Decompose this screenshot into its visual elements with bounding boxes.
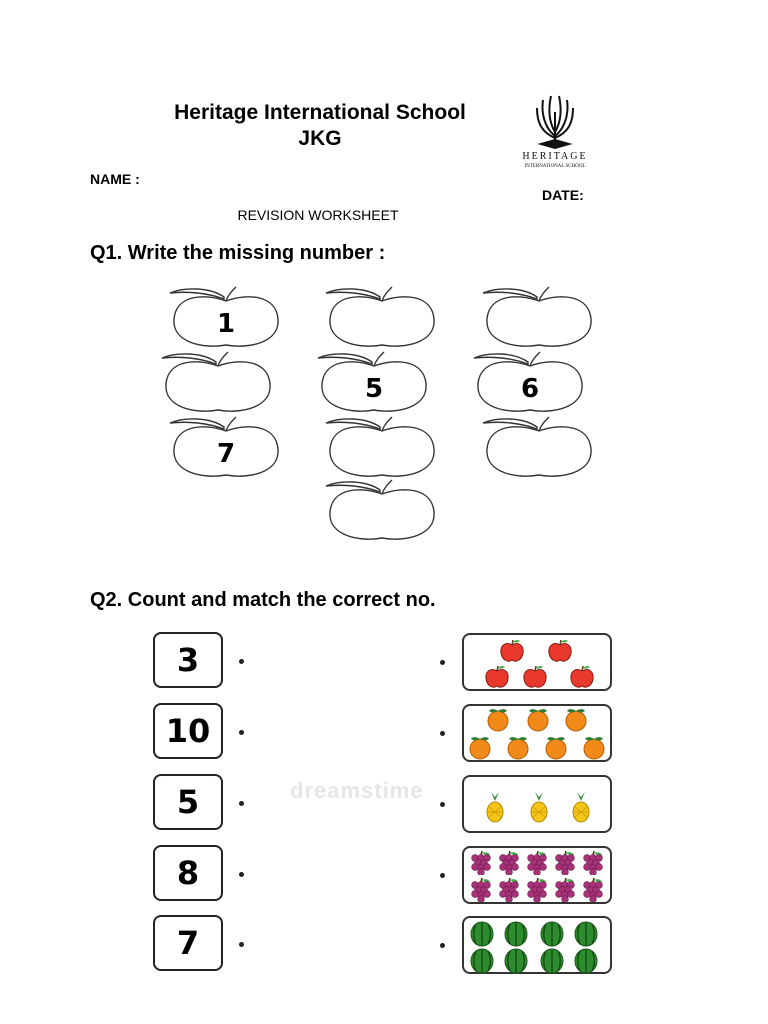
orange-icon — [582, 736, 606, 765]
orange-icon — [506, 736, 530, 765]
apple-number: 7 — [216, 439, 236, 469]
orange-icon — [544, 736, 568, 765]
apple-icon — [547, 639, 573, 668]
apple-outline — [164, 415, 288, 485]
orange-icon — [468, 736, 492, 765]
name-label: NAME : — [90, 171, 140, 187]
tree-logo-icon — [515, 92, 595, 172]
grapes-icon — [526, 878, 548, 907]
pineapple-icon — [484, 791, 506, 828]
apple-number: 6 — [520, 374, 540, 404]
grapes-icon — [470, 878, 492, 907]
grapes-icon — [554, 878, 576, 907]
match-dot-right[interactable] — [440, 731, 445, 736]
apple-outline — [164, 285, 288, 355]
orange-icon — [564, 708, 588, 737]
watermark: dreamstime — [290, 778, 424, 803]
date-label: DATE: — [542, 187, 584, 203]
school-header — [140, 100, 500, 152]
number-box: 7 — [153, 915, 223, 971]
svg-text:HERITAGE: HERITAGE — [522, 151, 588, 162]
grapes-icon — [554, 851, 576, 880]
orange-icon — [526, 708, 550, 737]
watermelon-icon — [574, 948, 598, 979]
match-dot-right[interactable] — [440, 802, 445, 807]
apple-outline — [320, 285, 444, 355]
apple-icon — [484, 665, 510, 694]
match-dot-left[interactable] — [239, 872, 244, 877]
number-box: 8 — [153, 845, 223, 901]
grapes-icon — [498, 878, 520, 907]
orange-icon — [486, 708, 510, 737]
class-name: JKG — [298, 127, 342, 150]
grapes-icon — [470, 851, 492, 880]
fruit-box — [462, 916, 612, 974]
q2-title: Q2. Count and match the correct no. — [90, 589, 436, 611]
apple-number: 1 — [216, 309, 236, 339]
match-dot-right[interactable] — [440, 873, 445, 878]
watermelon-icon — [470, 948, 494, 979]
number-box: 3 — [153, 632, 223, 688]
number-box: 5 — [153, 774, 223, 830]
match-dot-left[interactable] — [239, 942, 244, 947]
pineapple-icon — [528, 791, 550, 828]
apple-icon — [499, 639, 525, 668]
school-logo — [515, 92, 595, 172]
svg-text:INTERNATIONAL SCHOOL: INTERNATIONAL SCHOOL — [524, 164, 586, 169]
number-box: 10 — [153, 703, 223, 759]
worksheet-title: REVISION WORKSHEET — [237, 207, 399, 223]
grapes-icon — [582, 878, 604, 907]
watermelon-icon — [504, 948, 528, 979]
school-name: Heritage International School — [174, 101, 466, 124]
fruit-box — [462, 775, 612, 833]
apple-outline — [156, 350, 280, 420]
grapes-icon — [582, 851, 604, 880]
apple-outline — [468, 350, 592, 420]
apple-outline — [320, 415, 444, 485]
match-dot-left[interactable] — [239, 659, 244, 664]
match-dot-right[interactable] — [440, 943, 445, 948]
apple-icon — [569, 665, 595, 694]
apple-number: 5 — [364, 374, 384, 404]
match-dot-left[interactable] — [239, 801, 244, 806]
grapes-icon — [498, 851, 520, 880]
fruit-box — [462, 846, 612, 904]
apple-outline — [312, 350, 436, 420]
q1-title: Q1. Write the missing number : — [90, 242, 386, 264]
watermelon-icon — [540, 948, 564, 979]
fruit-box — [462, 704, 612, 762]
pineapple-icon — [570, 791, 592, 828]
grapes-icon — [526, 851, 548, 880]
apple-outline — [477, 415, 601, 485]
apple-outline — [477, 285, 601, 355]
match-dot-right[interactable] — [440, 660, 445, 665]
apple-icon — [522, 665, 548, 694]
apple-outline — [320, 478, 444, 548]
match-dot-left[interactable] — [239, 730, 244, 735]
fruit-box — [462, 633, 612, 691]
